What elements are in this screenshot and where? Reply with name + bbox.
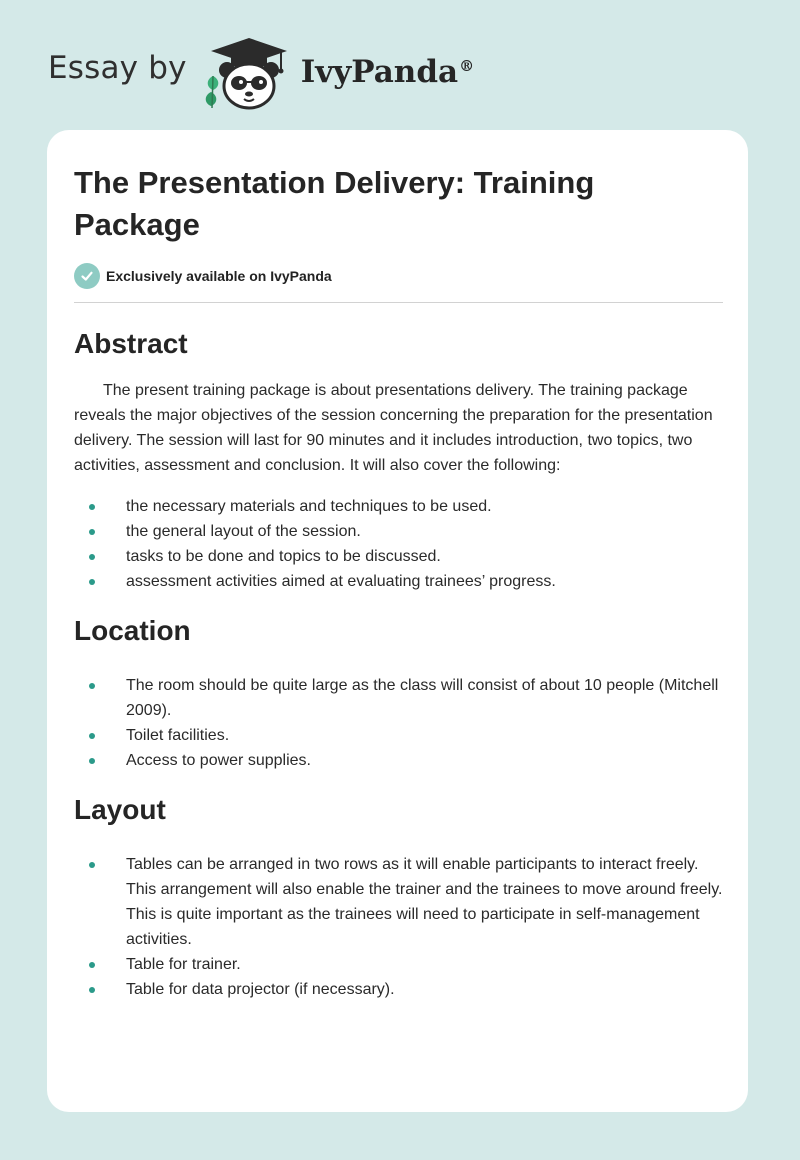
bullet-icon <box>89 758 95 764</box>
essay-content <box>74 322 723 1002</box>
divider <box>74 302 723 303</box>
bullet-icon <box>89 962 95 968</box>
section-heading: Location <box>74 615 191 646</box>
layout-list <box>74 852 723 1002</box>
brand-prefix: Essay by <box>48 50 187 86</box>
essay-card <box>47 130 748 1112</box>
bullet-icon <box>89 504 95 510</box>
list-item: tasks to be done and topics to be discussed. <box>74 544 723 569</box>
bullet-icon <box>89 733 95 739</box>
bullet-icon <box>89 862 95 868</box>
list-item: Table for data projector (if necessary). <box>74 977 723 1002</box>
bullet-icon <box>89 579 95 585</box>
brand-name[interactable]: IvyPanda® <box>300 54 475 90</box>
list-item: the general layout of the session. <box>74 519 723 544</box>
section-abstract <box>74 322 723 594</box>
site-header <box>48 36 548 112</box>
bullet-icon <box>89 683 95 689</box>
bullet-icon <box>89 554 95 560</box>
check-circle-icon <box>74 263 100 289</box>
section-layout <box>74 788 723 1002</box>
badge-label: Exclusively available on IvyPanda <box>106 268 332 284</box>
panda-graduate-icon[interactable] <box>201 36 297 112</box>
section-heading: Abstract <box>74 328 188 359</box>
abstract-paragraph: The present training package is about presentations delivery. The training package reveals the major objectives of the session concerning the preparation for the presentation delivery. The session will last for 90 minutes and it includes introduction, two topics, two activities, assessment and conclusion. It will also cover the following: <box>74 382 713 474</box>
list-item: The room should be quite large as the class will consist of about 10 people (Mitchell 2009). <box>74 673 723 723</box>
abstract-list <box>74 494 723 594</box>
list-item: Toilet facilities. <box>74 723 723 748</box>
section-location <box>74 609 723 773</box>
section-heading: Layout <box>74 794 166 825</box>
location-list <box>74 673 723 773</box>
registered-mark: ® <box>459 56 475 75</box>
exclusive-badge <box>74 263 332 289</box>
list-item: Access to power supplies. <box>74 748 723 773</box>
list-item: Table for trainer. <box>74 952 723 977</box>
page-title: The Presentation Delivery: Training Package <box>74 165 595 242</box>
list-item: assessment activities aimed at evaluating trainees’ progress. <box>74 569 723 594</box>
bullet-icon <box>89 529 95 535</box>
list-item: the necessary materials and techniques to be used. <box>74 494 723 519</box>
bullet-icon <box>89 987 95 993</box>
list-item: Tables can be arranged in two rows as it will enable participants to interact freely. This arrangement will also enable the trainer and the trainees to move around freely. This is quite important as the trainees will need to participate in self-management activities. <box>74 852 723 952</box>
